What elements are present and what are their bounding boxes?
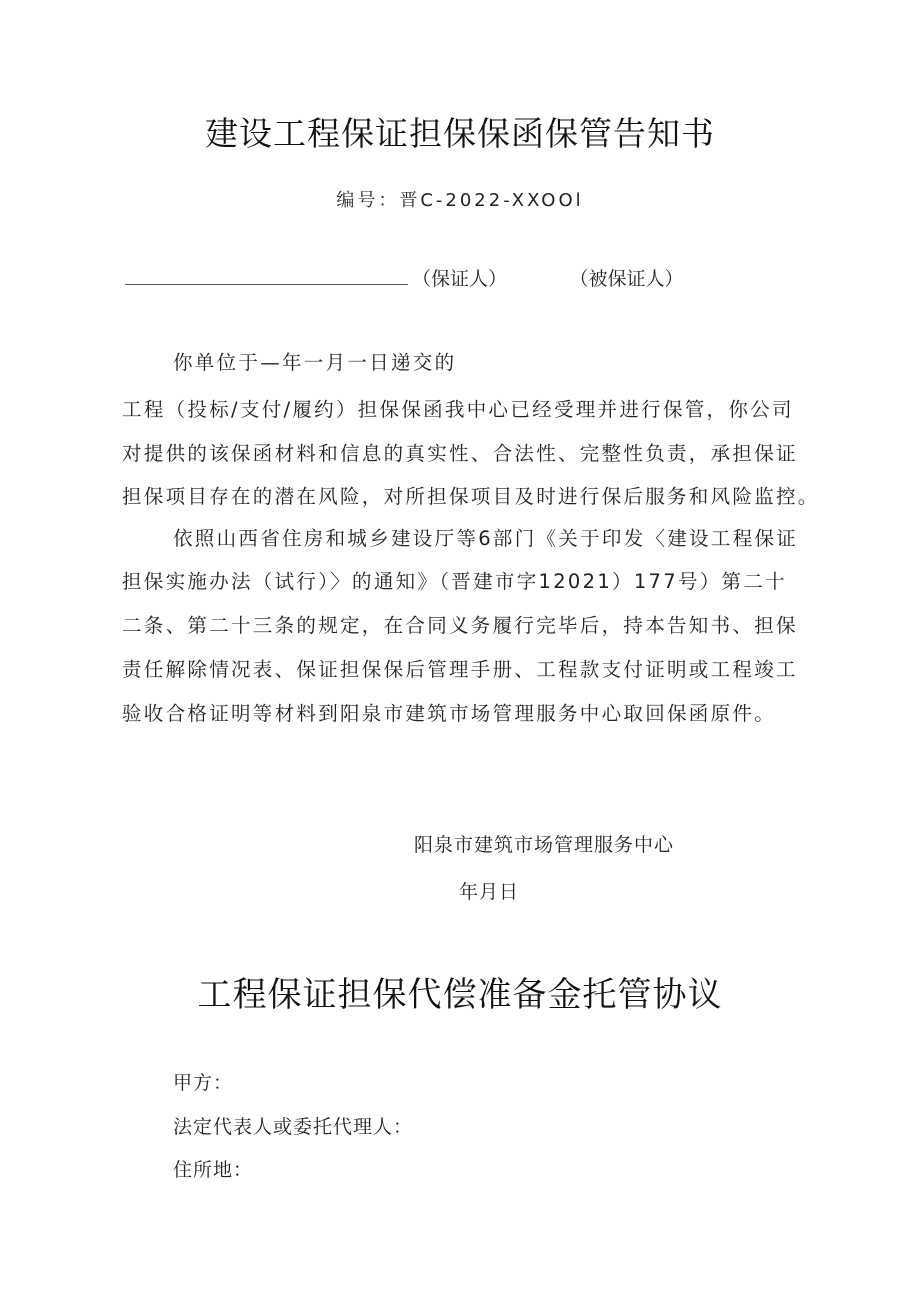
paragraph-line: 验收合格证明等材料到阳泉市建筑市场管理服务中心取回保函原件。 [122, 702, 777, 725]
paragraph-line: 二条、第二十三条的规定，在合同义务履行完毕后，持本告知书、担保 [122, 614, 798, 637]
signature-date: 年月日 [459, 881, 520, 903]
guarantor-label: （保证人） [412, 268, 508, 290]
notice-title: 建设工程保证担保保函保管告知书 [205, 114, 715, 153]
paragraph-line: 对提供的该保函材料和信息的真实性、合法性、完整性负责，承担保证 [122, 442, 798, 465]
paragraph-line: 责任解除情况表、保证担保保后管理手册、工程款支付证明或工程竣工 [122, 658, 798, 681]
addressee-line [125, 264, 684, 291]
principal-label: （被保证人） [579, 268, 684, 290]
legal-representative-field: 法定代表人或委托代理人： [173, 1116, 414, 1138]
paragraph-line: 担保实施办法（试行）〉的通知》（晋建市字12021）177号）第二十 [122, 570, 787, 593]
signature-organization: 阳泉市建筑市场管理服务中心 [414, 834, 675, 856]
paragraph-line: 你单位于—年一月一日递交的 [173, 351, 457, 374]
paragraph-line: 担保项目存在的潜在风险，对所担保项目及时进行保后服务和风险监控。 [122, 485, 820, 508]
paragraph-line: 工程（投标/支付/履约）担保保函我中心已经受理并进行保管，你公司 [122, 398, 794, 421]
agreement-title: 工程保证担保代偿准备金托管协议 [197, 975, 723, 1015]
document-number: 编号：晋C-2022-XXOOl [336, 190, 584, 211]
party-a-field: 甲方： [173, 1072, 234, 1094]
address-field: 住所地： [173, 1159, 254, 1181]
paragraph-line: 依照山西省住房和城乡建设厅等6部门《关于印发〈建设工程保证 [173, 527, 799, 550]
addressee-blank [125, 266, 408, 285]
